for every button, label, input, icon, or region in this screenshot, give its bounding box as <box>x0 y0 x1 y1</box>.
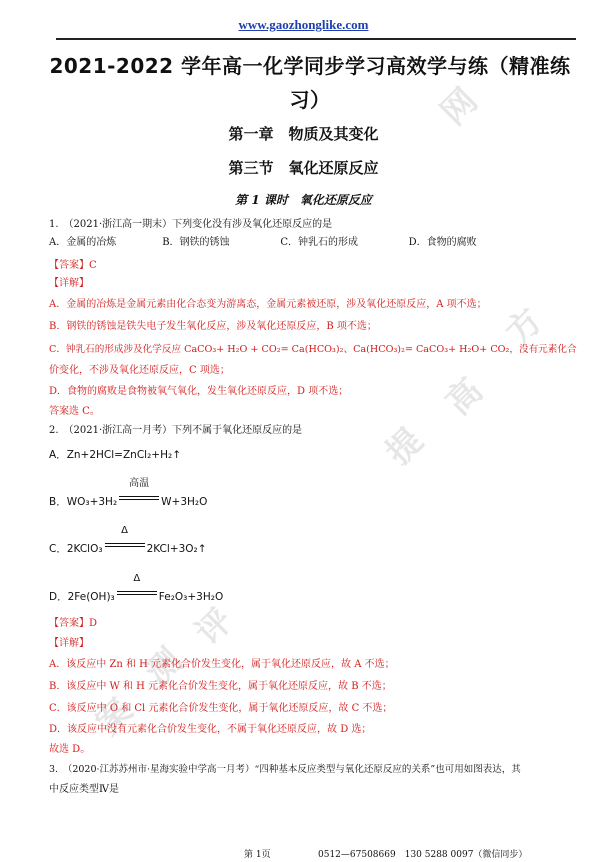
q1-explain-d: D．食物的腐败是食物被氧气氧化，发生氧化还原反应，D 项不选； <box>49 386 349 397</box>
q1-detail-label: 【详解】 <box>49 278 89 289</box>
watermark-char: 案 <box>88 690 141 744</box>
q1-stem: 1. （2021·浙江高一期末）下列变化没有涉及氧化还原反应的是 <box>49 219 333 230</box>
q2-answer: 【答案】D <box>49 618 98 629</box>
watermark-char: 评 <box>188 600 241 654</box>
page-title-line1: 2021-2022 学年高一化学同步学习高效学与练（精准练 <box>49 54 571 78</box>
q2-option-a <box>49 448 569 462</box>
q2-d-label: D． <box>49 591 68 603</box>
q3-stem-line2: 中反应类型Ⅳ是 <box>49 784 119 795</box>
q2-b-condition: 高温 <box>129 478 150 489</box>
q1-conclusion: 答案选 C。 <box>49 406 100 417</box>
q2-option-c <box>49 525 569 556</box>
q3-stem-line1: 3. （2020·江苏苏州市·星海实验中学高一月考）“四种基本反应类型与氧化还原反应的关系”也可用如图表达，其 <box>49 764 521 775</box>
q2-c-condition: Δ <box>121 525 128 536</box>
q2-detail-label: 【详解】 <box>49 638 89 649</box>
q2-b-right: W+3H₂O <box>161 496 208 508</box>
q1-option-d: D．食物的腐败 <box>408 237 477 248</box>
watermark-char: 方 <box>498 300 551 354</box>
q2-stem: 2. （2021·浙江高一月考）下列不属于氧化还原反应的是 <box>49 425 303 436</box>
site-url[interactable]: www.gaozhonglike.com <box>238 17 369 32</box>
q2-conclusion: 故选 D。 <box>49 744 91 755</box>
q2-b-left: WO₃+3H₂ <box>66 496 118 508</box>
section-title: 第三节 氧化还原反应 <box>228 159 379 177</box>
q2-explain-b: B．该反应中 W 和 H 元素化合价发生变化，属于氧化还原反应，故 B 不选； <box>49 681 392 692</box>
q1-option-b: B．钢铁的锈蚀 <box>162 237 230 248</box>
q2-a-right: ZnCl₂+H₂↑ <box>122 449 181 461</box>
q2-explain-a: A．该反应中 Zn 和 H 元素化合价发生变化，属于氧化还原反应，故 A 不选； <box>49 659 395 670</box>
q2-d-right: Fe₂O₃+3H₂O <box>158 591 224 603</box>
q2-a-label: A． <box>49 449 67 461</box>
q1-option-c: C．钟乳石的形成 <box>280 237 359 248</box>
q2-c-right: 2KCl+3O₂↑ <box>146 543 207 555</box>
equals-sign: = <box>114 449 123 461</box>
contact-phone: 0512—67508669 130 5288 0097（微信同步） <box>318 850 528 860</box>
page-title-line2: 习） <box>289 88 331 112</box>
q2-d-condition: Δ <box>133 573 141 584</box>
q2-b-label: B． <box>49 496 67 508</box>
q1-options <box>49 236 569 250</box>
watermark-char: 测 <box>138 640 191 694</box>
condition-arrow <box>117 478 161 507</box>
q1-explain-c-cont: 价变化，不涉及氧化还原反应，C 项选； <box>49 365 230 376</box>
q1-answer: 【答案】C <box>49 260 97 271</box>
q1-option-a: A．金属的冶炼 <box>49 237 117 248</box>
chapter-title: 第一章 物质及其变化 <box>228 125 379 143</box>
q2-option-d <box>49 573 569 604</box>
q2-explain-c: C．该反应中 O 和 Cl 元素化合价发生变化，属于氧化还原反应，故 C 不选； <box>49 703 393 714</box>
q2-option-b <box>49 478 569 509</box>
watermark-char: 网 <box>433 80 486 134</box>
q1-explain-a: A．金属的冶炼是金属元素由化合态变为游离态，金属元素被还原，涉及氧化还原反应，A 项不选； <box>49 299 487 310</box>
q2-d-left: 2Fe(OH)₃ <box>67 591 115 603</box>
q1-explain-c: C．钟乳石的形成涉及化学反应 CaCO₃+ H₂O + CO₂= Ca(HCO₃)₂、Ca(HCO₃)₂= CaCO₃+ H₂O+ CO₂，没有元素化合 <box>49 344 577 355</box>
q2-c-left: 2KClO₃ <box>66 543 103 555</box>
condition-arrow <box>103 525 147 554</box>
q1-explain-b: B．钢铁的锈蚀是铁失电子发生氧化反应，涉及氧化还原反应，B 项不选； <box>49 321 377 332</box>
watermark-char: 高 <box>438 370 491 424</box>
q2-a-left: Zn+2HCl <box>66 449 115 461</box>
q2-c-label: C． <box>49 543 67 555</box>
header-rule <box>56 38 576 40</box>
condition-arrow <box>115 573 159 602</box>
lesson-title: 第 1 课时 氧化还原反应 <box>235 193 372 207</box>
watermark-char: 提 <box>378 420 431 474</box>
q2-explain-d: D．该反应中没有元素化合价发生变化，不属于氧化还原反应，故 D 选； <box>49 724 372 735</box>
page-number: 第 1页 <box>244 850 271 860</box>
